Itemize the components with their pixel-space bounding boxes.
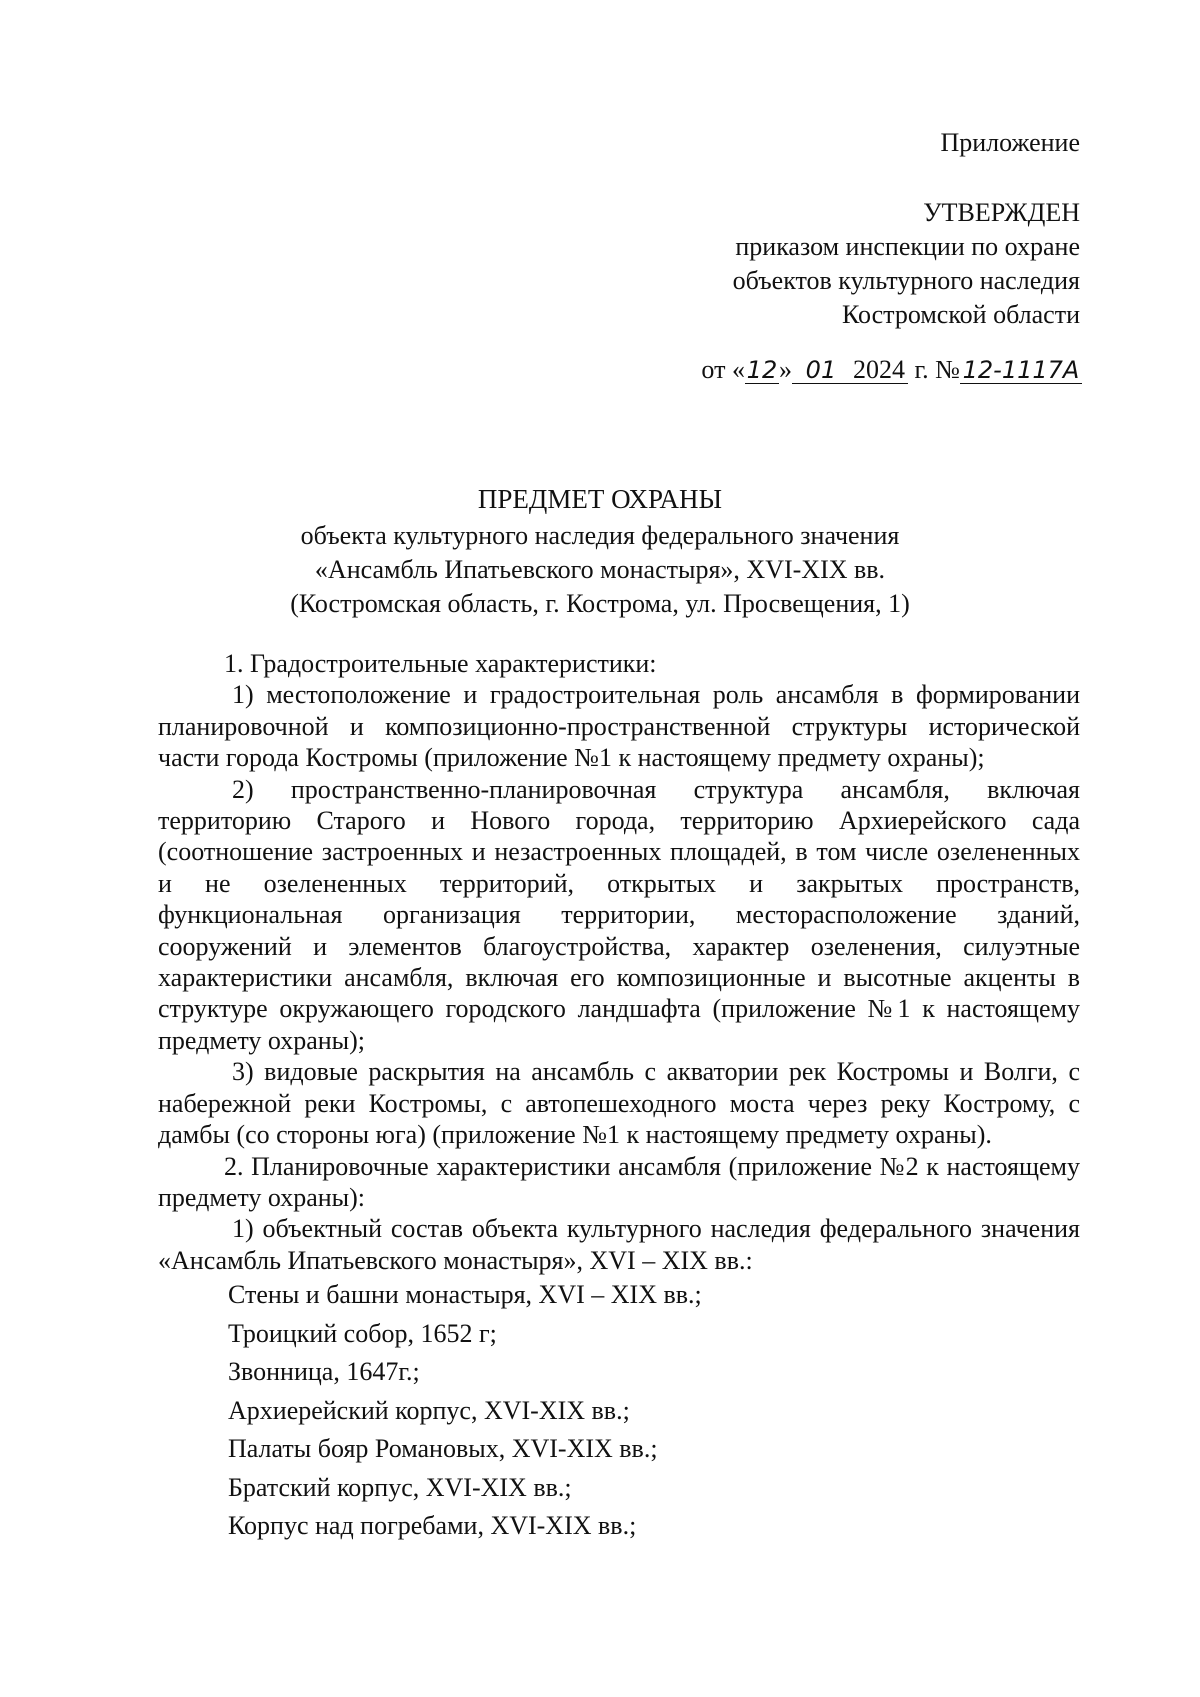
section-item: 2) пространственно-планировочная структура ансамбля, включая территорию Старого и Нового города, территорию Архиерейского сада (соотношение застроенных и незастроенных площадей, в том числе озелененных и не озелененных территорий, открытых и закрытых пространств, функциональная организация территории, месторасположение зданий, сооружений и элементов благоустройства, характер озеленения, силуэтные характеристики ансамбля, включая его композиционные и высотные акценты в структуре окружающего городского ландшафта (приложение №1 к настоящему предмету охраны); (158, 774, 1080, 1055)
document-body (158, 648, 1080, 1546)
subtitle-line: (Костромская область, г. Кострома, ул. Просвещения, 1) (290, 589, 910, 618)
date-year: 2024 (850, 357, 908, 384)
approved-by-line: приказом инспекции по охране (735, 232, 1080, 261)
subtitle-line: «Ансамбль Ипатьевского монастыря», XVI-XIX вв. (314, 555, 886, 584)
object-list (158, 1276, 1080, 1546)
order-number: 12-1117А (960, 357, 1082, 384)
list-item: Братский корпус, XVI-XIX вв.; (228, 1472, 572, 1502)
section-heading: 1. Градостроительные характеристики: (224, 649, 657, 678)
approved-by-line: объектов культурного наследия (732, 266, 1080, 295)
list-item: Корпус над погребами, XVI-XIX вв.; (228, 1511, 637, 1541)
document-subtitle (120, 519, 1080, 621)
section-item: 1) местоположение и градостроительная роль ансамбля в формировании планировочной и композиционно-пространственной структуры исторической части города Костромы (приложение №1 к настоящему предмету охраны); (158, 680, 1080, 773)
approval-block (733, 196, 1080, 332)
appendix-label: Приложение (940, 128, 1080, 157)
subtitle-line: объекта культурного наследия федерального значения (300, 521, 900, 550)
section-item: 1) объектный состав объекта культурного наследия федерального значения «Ансамбль Ипатьевского монастыря», XVI – XIX вв.: (158, 1214, 1080, 1275)
list-item: Стены и башни монастыря, XVI – XIX вв.; (228, 1280, 702, 1310)
order-date-line (701, 355, 1082, 385)
list-item: Архиерейский корпус, XVI-XIX вв.; (228, 1395, 630, 1425)
section-item: 3) видовые раскрытия на ансамбль с акватории рек Костромы и Волги, с набережной реки Костромы, с автопешеходного моста через реку Кострому, с дамбы (со стороны юга) (приложение №1 к настоящему предмету охраны). (158, 1057, 1080, 1150)
date-prefix: от « (701, 355, 745, 384)
date-day: 12 (746, 356, 778, 384)
list-item: Звонница, 1647г.; (228, 1357, 420, 1387)
date-month: 01 (792, 357, 850, 384)
document-title: ПРЕДМЕТ ОХРАНЫ (477, 484, 723, 514)
date-year-suffix: г. № (907, 355, 960, 384)
list-item: Палаты бояр Романовых, XVI-XIX вв.; (228, 1434, 658, 1464)
date-mid: » (778, 355, 792, 384)
approved-by-line: Костромской области (841, 300, 1080, 329)
section-heading: 2. Планировочные характеристики ансамбля (приложение №2 к настоящему предмету охраны): (158, 1151, 1080, 1212)
list-item: Троицкий собор, 1652 г; (228, 1318, 497, 1348)
approved-label: УТВЕРЖДЕН (923, 198, 1080, 227)
